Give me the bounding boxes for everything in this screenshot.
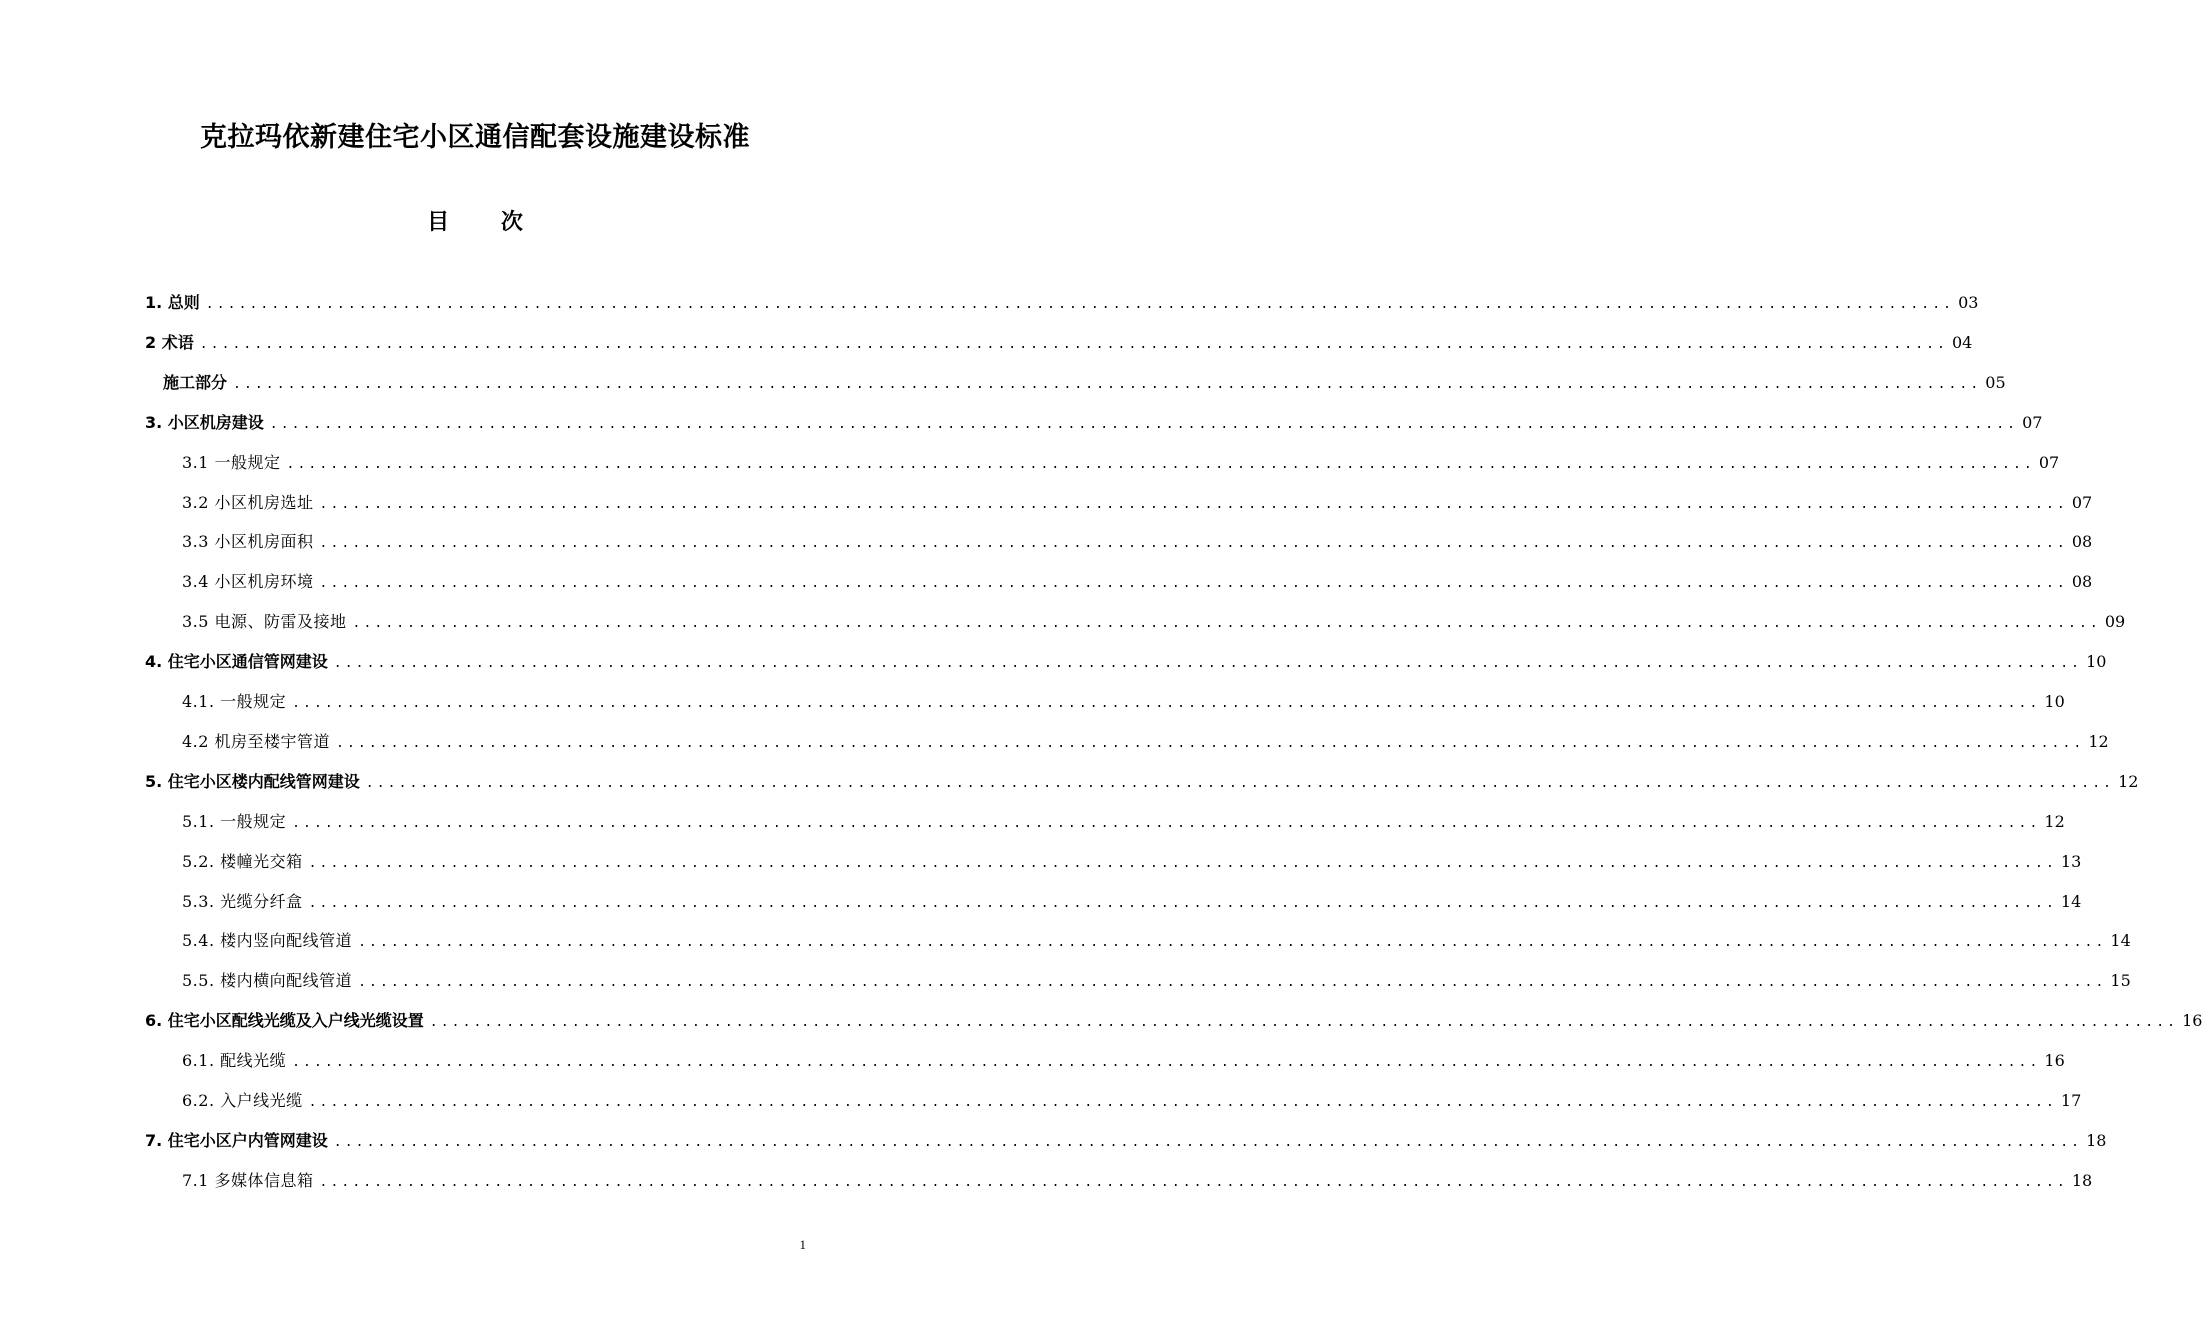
toc-entry[interactable] — [145, 649, 2107, 675]
toc-entry-page: 15 — [2110, 971, 2131, 991]
toc-entry-page: 10 — [2044, 692, 2065, 711]
toc-entry[interactable] — [182, 609, 2126, 635]
toc-dot-leader: ................................................................................................................................................................ — [358, 975, 2107, 991]
toc-entry[interactable] — [182, 928, 2131, 954]
toc-entry[interactable] — [163, 370, 2006, 396]
toc-entry-label: 1. 总则 — [145, 293, 200, 312]
toc-dot-leader: ................................................................................................................................................................ — [292, 1055, 2041, 1071]
toc-entry-page: 12 — [2044, 811, 2065, 831]
toc-entry-page: 07 — [2071, 492, 2093, 512]
toc-entry[interactable] — [182, 569, 2093, 595]
toc-entry-label: 6.1. 配线光缆 — [182, 1051, 287, 1071]
toc-entry-page: 14 — [2110, 931, 2131, 951]
toc-entry-page: 16 — [2182, 1011, 2202, 1031]
toc-entry[interactable] — [182, 849, 2082, 875]
toc-dot-leader: ................................................................................................................................................................ — [292, 815, 2041, 831]
toc-entry-page: 18 — [2071, 1170, 2093, 1190]
page-number: 1 — [799, 1237, 806, 1252]
toc-entry-page: 12 — [2088, 731, 2109, 751]
toc-entry-page: 09 — [2104, 612, 2126, 632]
toc-entry-label: 3.4 小区机房环境 — [182, 572, 314, 592]
toc-heading: 目 次 — [427, 210, 523, 235]
toc-entry[interactable] — [145, 290, 1979, 316]
toc-entry-page: 14 — [2060, 891, 2082, 911]
toc-dot-leader: ................................................................................................................................................................ — [336, 735, 2085, 751]
document-title: 克拉玛依新建住宅小区通信配套设施建设标准 — [200, 122, 750, 153]
toc-dot-leader: ................................................................................................................................................................ — [365, 775, 2115, 791]
toc-entry[interactable] — [145, 330, 1973, 356]
toc-entry-label: 5.1. 一般规定 — [182, 811, 287, 831]
toc-entry-label: 7. 住宅小区户内管网建设 — [145, 1130, 328, 1150]
toc-entry-page: 07 — [2022, 412, 2043, 432]
toc-entry[interactable] — [182, 450, 2060, 476]
toc-dot-leader: ................................................................................................................................................................ — [308, 895, 2057, 911]
toc-entry-label: 施工部分 — [163, 372, 228, 392]
toc-entry[interactable] — [182, 809, 2065, 835]
toc-entry[interactable] — [182, 1088, 2082, 1114]
toc-entry[interactable] — [182, 529, 2093, 555]
toc-dot-leader: ................................................................................................................................................................ — [333, 656, 2083, 672]
toc-entry-label: 3.1 一般规定 — [182, 452, 281, 472]
toc-dot-leader: ................................................................................................................................................................ — [429, 1015, 2179, 1031]
toc-entry-page: 03 — [1958, 293, 1979, 312]
toc-entry-label: 3.3 小区机房面积 — [182, 532, 314, 552]
toc-dot-leader: ................................................................................................................................................................ — [199, 336, 1948, 352]
toc-entry-label: 7.1 多媒体信息箱 — [182, 1170, 314, 1190]
toc-dot-leader: ................................................................................................................................................................ — [205, 297, 1955, 312]
toc-entry-label: 5.4. 楼内竖向配线管道 — [182, 931, 353, 951]
toc-entry-label: 4. 住宅小区通信管网建设 — [145, 652, 328, 672]
toc-entry[interactable] — [182, 689, 2065, 715]
toc-entry-page: 18 — [2086, 1130, 2107, 1150]
toc-dot-leader: ................................................................................................................................................................ — [269, 416, 2019, 432]
toc-entry[interactable] — [145, 769, 2139, 795]
toc-entry-label: 6. 住宅小区配线光缆及入户线光缆设置 — [145, 1011, 424, 1031]
toc-dot-leader: ................................................................................................................................................................ — [358, 935, 2107, 951]
toc-entry-page: 17 — [2060, 1091, 2082, 1110]
toc-dot-leader: ................................................................................................................................................................ — [319, 496, 2068, 512]
toc-entry[interactable] — [145, 1128, 2107, 1154]
toc-entry-page: 07 — [2038, 452, 2060, 472]
toc-entry-page: 10 — [2086, 652, 2107, 672]
toc-dot-leader: ................................................................................................................................................................ — [319, 536, 2068, 552]
toc-entry-page: 16 — [2044, 1051, 2065, 1071]
toc-dot-leader: ................................................................................................................................................................ — [233, 376, 1982, 392]
toc-entry[interactable] — [182, 729, 2109, 755]
toc-entry[interactable] — [145, 410, 2043, 436]
toc-entry-label: 3.2 小区机房选址 — [182, 492, 314, 512]
toc-entry-label: 4.2 机房至楼宇管道 — [182, 731, 331, 751]
toc-entry[interactable] — [182, 889, 2082, 915]
toc-dot-leader: ................................................................................................................................................................ — [286, 456, 2035, 472]
toc-entry-label: 5.3. 光缆分纤盒 — [182, 891, 303, 911]
toc-dot-leader: ................................................................................................................................................................ — [352, 616, 2101, 632]
toc-dot-leader: ................................................................................................................................................................ — [333, 1134, 2083, 1150]
toc-dot-leader: ................................................................................................................................................................ — [308, 1095, 2057, 1110]
toc-entry-page: 13 — [2060, 851, 2082, 871]
toc-entry-label: 4.1. 一般规定 — [182, 692, 287, 711]
toc-entry-label: 5. 住宅小区楼内配线管网建设 — [145, 771, 360, 791]
toc-dot-leader: ................................................................................................................................................................ — [308, 855, 2057, 871]
toc-entry-label: 3. 小区机房建设 — [145, 412, 264, 432]
toc-entry[interactable] — [182, 968, 2131, 994]
toc-entry-label: 3.5 电源、防雷及接地 — [182, 612, 347, 632]
toc-dot-leader: ................................................................................................................................................................ — [292, 696, 2041, 711]
toc-entry-page: 08 — [2071, 572, 2093, 592]
toc-entry[interactable] — [182, 490, 2093, 516]
toc-entry-page: 05 — [1985, 372, 2006, 392]
toc-entry-label: 2 术语 — [145, 332, 194, 352]
toc-entry-page: 04 — [1951, 332, 1973, 352]
toc-dot-leader: ................................................................................................................................................................ — [319, 1174, 2068, 1190]
toc-entry[interactable] — [182, 1048, 2065, 1074]
toc-dot-leader: ................................................................................................................................................................ — [319, 576, 2068, 592]
toc-entry-label: 6.2. 入户线光缆 — [182, 1091, 303, 1110]
toc-entry[interactable] — [145, 1008, 2202, 1034]
toc-entry[interactable] — [182, 1168, 2093, 1194]
toc-entry-page: 08 — [2071, 532, 2093, 552]
toc-entry-label: 5.2. 楼幢光交箱 — [182, 851, 303, 871]
toc-entry-page: 12 — [2118, 771, 2139, 791]
toc-entry-label: 5.5. 楼内横向配线管道 — [182, 971, 353, 991]
